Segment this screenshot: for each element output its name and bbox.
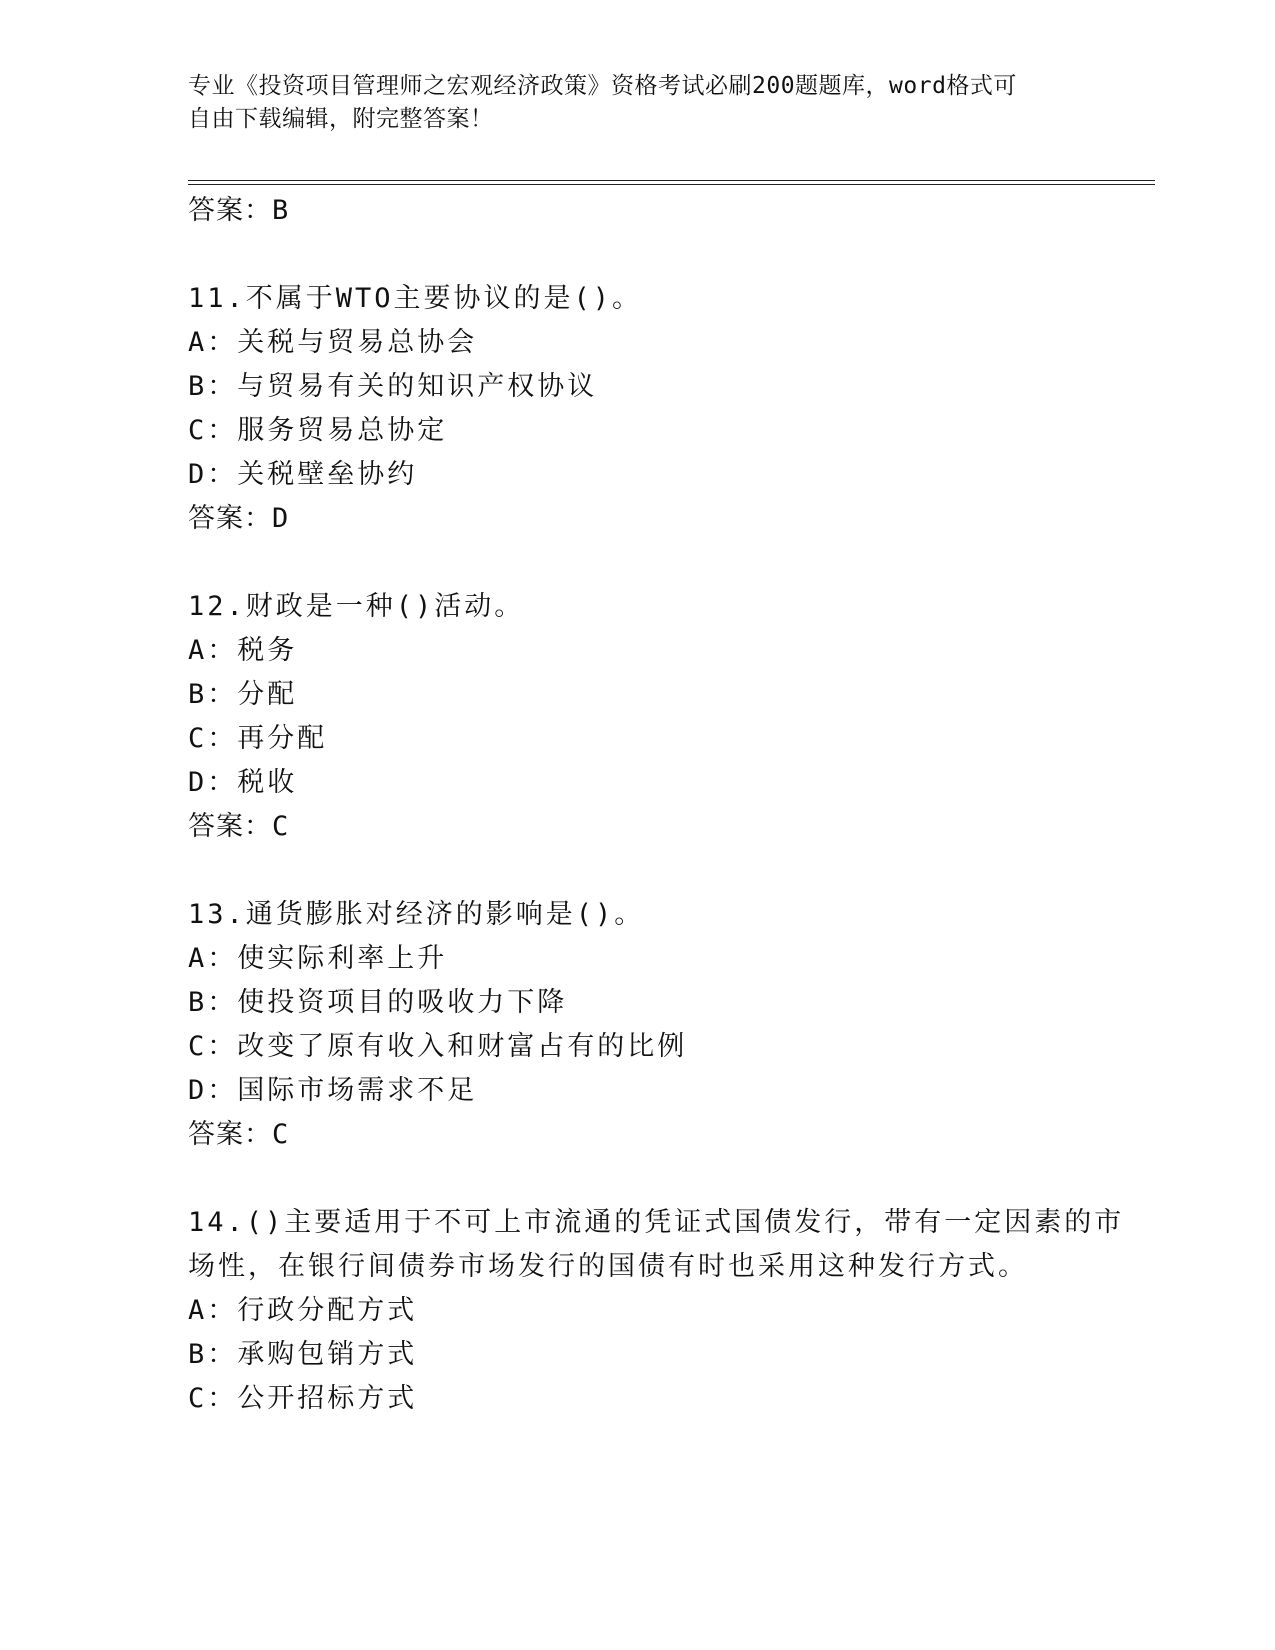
option-b: B：使投资项目的吸收力下降 bbox=[188, 987, 568, 1018]
answer-line: 答案：C bbox=[188, 811, 290, 842]
option-a: A：行政分配方式 bbox=[188, 1295, 418, 1326]
question-stem-line-1: 14.()主要适用于不可上市流通的凭证式国债发行，带有一定因素的市 bbox=[188, 1207, 1125, 1238]
option-a: A：关税与贸易总协会 bbox=[188, 327, 478, 358]
option-c: C：再分配 bbox=[188, 723, 328, 754]
option-b: B：分配 bbox=[188, 679, 298, 710]
header-line-1: 专业《投资项目管理师之宏观经济政策》资格考试必刷200题题库，word格式可 bbox=[188, 73, 1017, 99]
question-stem: 13.通货膨胀对经济的影响是()。 bbox=[188, 899, 645, 930]
option-c: C：服务贸易总协定 bbox=[188, 415, 448, 446]
header-divider-bottom bbox=[188, 184, 1155, 185]
option-d: D：国际市场需求不足 bbox=[188, 1075, 478, 1106]
answer-line: 答案：C bbox=[188, 1119, 290, 1150]
option-c: C：公开招标方式 bbox=[188, 1383, 418, 1414]
option-a: A：税务 bbox=[188, 635, 298, 666]
header-line-2: 自由下载编辑，附完整答案！ bbox=[188, 106, 494, 132]
header-divider-top bbox=[188, 180, 1155, 181]
option-c: C：改变了原有收入和财富占有的比例 bbox=[188, 1031, 688, 1062]
question-stem: 12.财政是一种()活动。 bbox=[188, 591, 525, 622]
option-b: B：与贸易有关的知识产权协议 bbox=[188, 371, 598, 402]
option-d: D：关税壁垒协约 bbox=[188, 459, 418, 490]
option-d: D：税收 bbox=[188, 767, 298, 798]
answer-line: 答案：D bbox=[188, 503, 290, 534]
question-stem-line-2: 场性，在银行间债券市场发行的国债有时也采用这种发行方式。 bbox=[188, 1251, 1028, 1282]
option-a: A：使实际利率上升 bbox=[188, 943, 448, 974]
option-b: B：承购包销方式 bbox=[188, 1339, 418, 1370]
document-header bbox=[188, 70, 1088, 136]
answer-line: 答案：B bbox=[188, 195, 290, 226]
question-stem: 11.不属于WTO主要协议的是()。 bbox=[188, 283, 643, 314]
